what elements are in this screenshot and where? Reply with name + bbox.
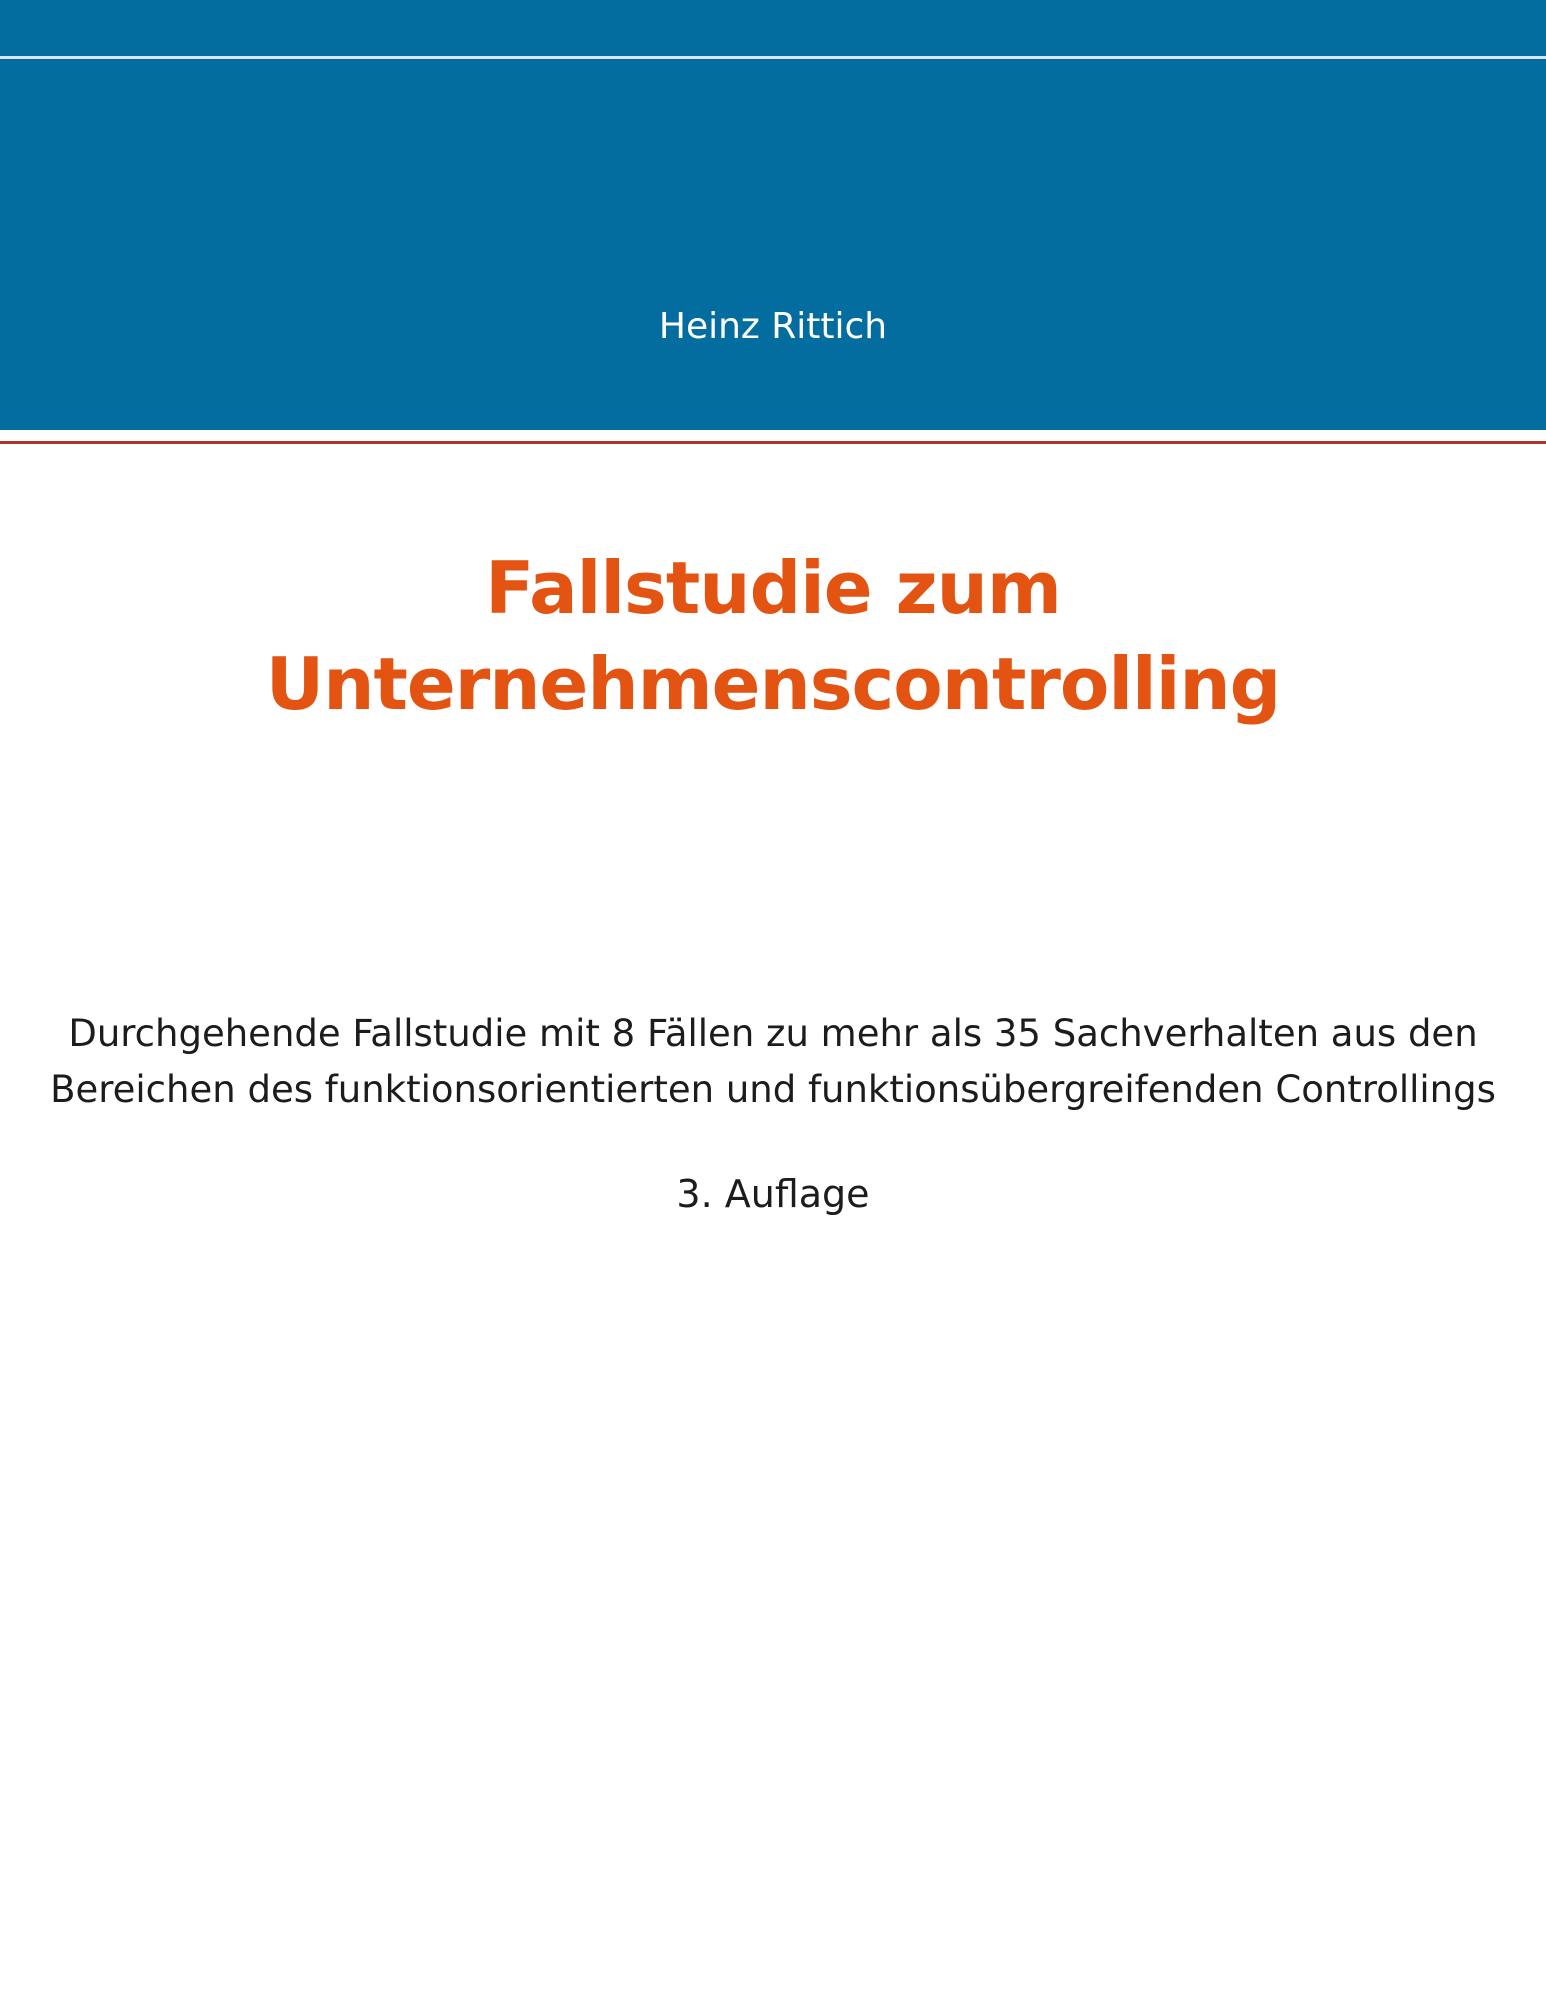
author-name: Heinz Rittich xyxy=(658,306,888,347)
header-bottom-rule xyxy=(0,441,1546,444)
header-band xyxy=(0,0,1546,430)
book-title: Fallstudie zum Unternehmenscontrolling xyxy=(265,546,1281,726)
header-top-rule xyxy=(0,56,1546,59)
edition-label: 3. Auflage xyxy=(676,1172,870,1216)
book-subtitle xyxy=(40,1006,1506,1118)
subtitle-line-2: Bereichen des funktionsorientierten und funktionsübergreifenden Controllings xyxy=(50,1068,1496,1111)
subtitle-line-1: Durchgehende Fallstudie mit 8 Fällen zu mehr als 35 Sachverhalten aus den xyxy=(68,1012,1478,1055)
